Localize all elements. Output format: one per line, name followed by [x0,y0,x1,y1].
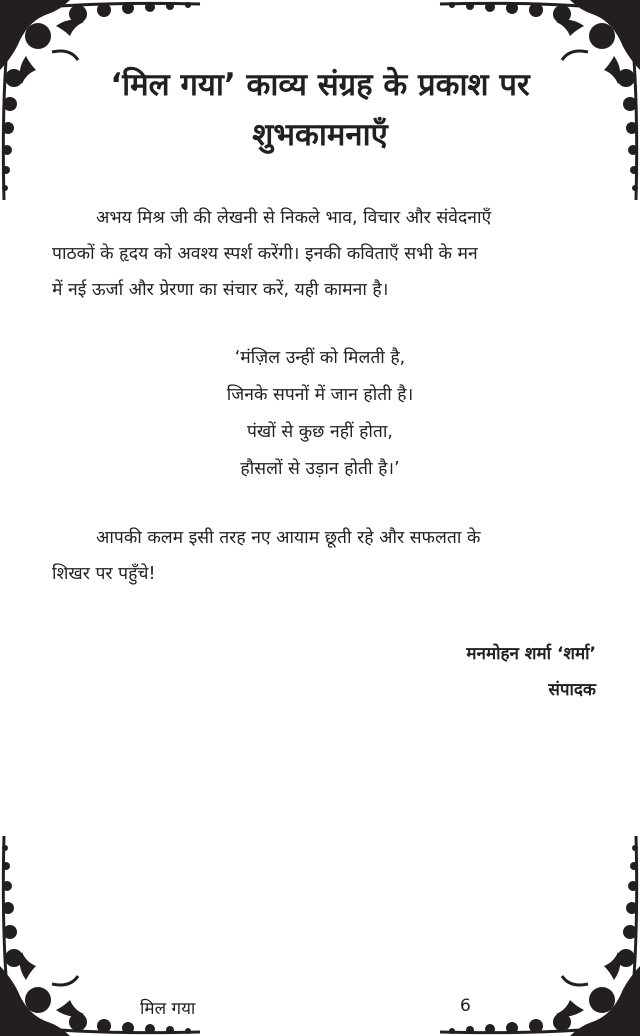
poem-line-2: जिनके सपनों में जान होती है। [226,385,414,405]
closing-paragraph-line-1: आपकी कलम इसी तरह नए आयाम छूती रहे और सफलता के [96,528,481,548]
signature-role: संपादक [548,680,596,700]
intro-paragraph-line-1: अभय मिश्र जी की लेखनी से निकले भाव, विचार और संवेदनाएँ [96,208,492,228]
quoted-poem [120,340,520,488]
closing-paragraph [52,520,598,592]
page-title-line-1: ‘मिल गया’ काव्य संग्रह के प्रकाश पर [110,67,530,103]
closing-paragraph-line-2: शिखर पर पहुँचे! [52,564,156,584]
poem-line-4: हौसलों से उड़ान होती है।’ [240,459,400,479]
intro-paragraph-line-3: में नई ऊर्जा और प्रेरणा का संचार करें, यही कामना है। [52,280,389,300]
page-title [60,60,580,160]
poem-line-3: पंखों से कुछ नहीं होता, [246,422,393,442]
intro-paragraph [52,200,598,308]
page-title-line-2: शुभकामनाएँ [252,117,388,153]
page-number: 6 [460,996,471,1016]
signature-block [466,636,596,708]
intro-paragraph-line-2: पाठकों के हृदय को अवश्य स्पर्श करेंगी। इनकी कविताएँ सभी के मन [52,244,478,264]
signature-name: मनमोहन शर्मा ‘शर्मा’ [466,644,596,664]
poem-line-1: ‘मंज़िल उन्हीं को मिलती है, [234,348,406,368]
footer-book-title: मिल गया [140,999,196,1019]
